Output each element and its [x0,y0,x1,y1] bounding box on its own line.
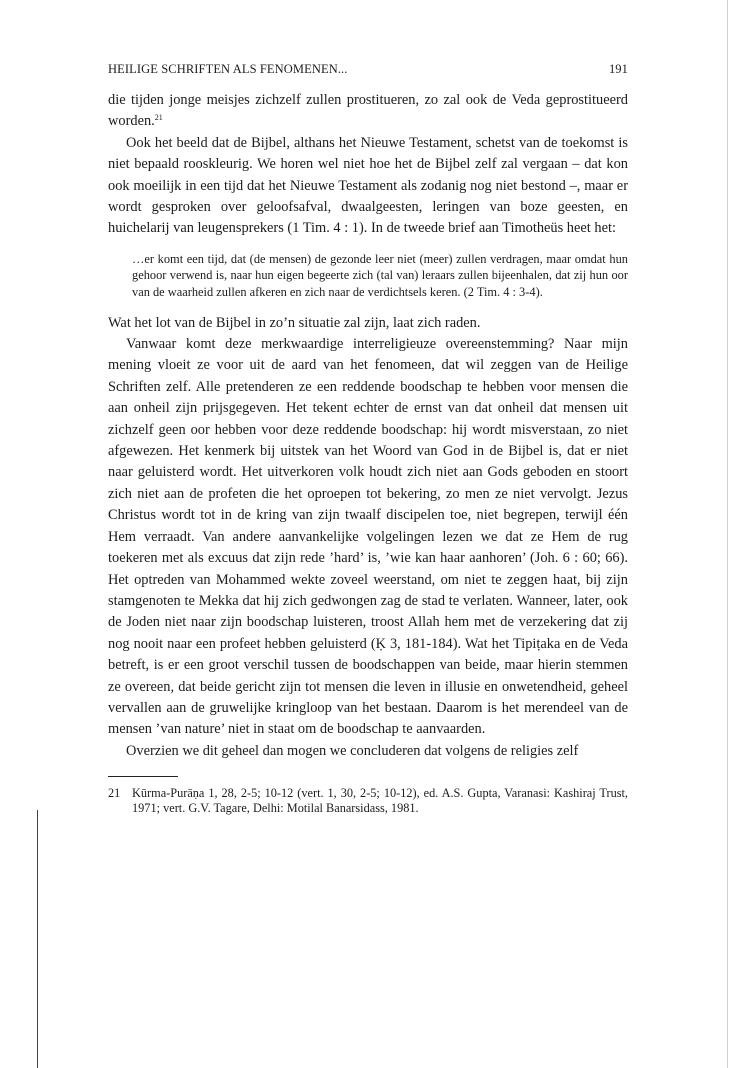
paragraph-1-text: die tijden jonge meisjes zichzelf zullen prostitueren, zo zal ook de Veda geprostitueerd worden. [108,92,628,130]
running-head-title: HEILIGE SCHRIFTEN ALS FENOMENEN... [108,62,348,76]
paragraph-2: Ook het beeld dat de Bijbel, althans het Nieuwe Testament, schetst van de toekomst is niet bepaald rooskleurig. We horen wel niet hoe het de Bijbel zelf zal vergaan – dat kon ook moeilijk in een tijd dat het Nieuwe Testament als zodanig nog niet bestond –, maar er wordt gesproken over geloofsafval, dwaalgeesten, leringen van boze geesten, en huichelarij van leugensprekers (1 Tim. 4 : 1). In de tweede brief aan Timotheüs heet het: [108,134,628,237]
page-edge-left [37,810,38,1068]
footnote-text: Kūrma-Purāṇa 1, 28, 2-5; 10-12 (vert. 1, 30, 2-5; 10-12), ed. A.S. Gupta, Varanasi: Kashiraj Trust, 1971; vert. G.V. Tagare, Delhi: Motilal Banarsidass, 1981. [132,786,628,815]
paragraph-1 [108,90,628,133]
paragraph-3: Wat het lot van de Bijbel in zo’n situatie zal zijn, laat zich raden. [108,314,481,331]
paragraph-4: Vanwaar komt deze merkwaardige interreligieuze overeenstemming? Naar mijn mening vloeit ze voor uit de aard van het fenomeen, dat wil zeggen van de Heilige Schriften zelf. Alle pretenderen ze een reddende boodschap te hebben voor mensen die aan onheil zijn prijsgegeven. Het tekent echter de ernst van dat onheil dat mensen uit zichzelf geen oor hebben voor deze reddende boodschap: hij wordt misverstaan, zo niet afgewezen. Het kenmerk bij uitstek van het Woord van God in de Bijbel is, dat er niet naar geluisterd wordt. Het uitverkoren volk houdt zich niet aan Gods geboden en stoort zich niet aan de profeten die het oproepen tot bekering, zo men ze niet vervolgt. Jezus Christus wordt tot in de kring van zijn twaalf discipelen toe, niet begrepen, terwijl één Hem verraadt. Van andere aanvankelijke volgelingen lezen we dat ze Hem de rug toekeren met als excuus dat zijn rede ’hard’ is, ’wie kan haar aanhoren’ (Joh. 6 : 60; 66). Het optreden van Mohammed wekte zoveel weerstand, om niet te zeggen haat, bij zijn stamgenoten te Mekka dat hij zich gedwongen zag de stad te verlaten. Wanneer, later, ook de Joden niet naar zijn boodschap luisteren, troost Allah hem met de verzekering dat zij nog nooit naar een profeet hebben geluisterd (Ḳ 3, 181-184). Wat het Tipiṭaka en de Veda betreft, is er een groot verschil tussen de boodschappen van beide, maar hierin stemmen ze overeen, dat beide gericht zijn tot mensen die leven in illusie en onwetendheid, geheel vervallen aan de gruwelijke kringloop van het bestaan. Daarom is het merendeel van de mensen ’van nature’ niet in staat om de boodschap te aanvaarden. [108,336,628,738]
page-number: 191 [608,62,628,76]
block-quote: …er komt een tijd, dat (de mensen) de gezonde leer niet (meer) zullen verdragen, maar omdat hun gehoor verwend is, naar hun eigen begeerte zich (tal van) leraars zullen bijeenhalen, dat zij hun oor van de waarheid zullen afkeren en zich naar de verdichtsels keren. (2 Tim. 4 : 3-4). [132,251,628,300]
running-head [108,62,628,77]
footnote-reference[interactable]: 21 [154,113,163,123]
page-edge-right [727,0,728,1068]
footnote [108,786,628,816]
book-page [108,62,628,816]
footnote-number: 21 [108,786,121,801]
paragraph-5: Overzien we dit geheel dan mogen we concluderen dat volgens de religies zelf [126,742,579,759]
footnote-divider [108,776,178,777]
